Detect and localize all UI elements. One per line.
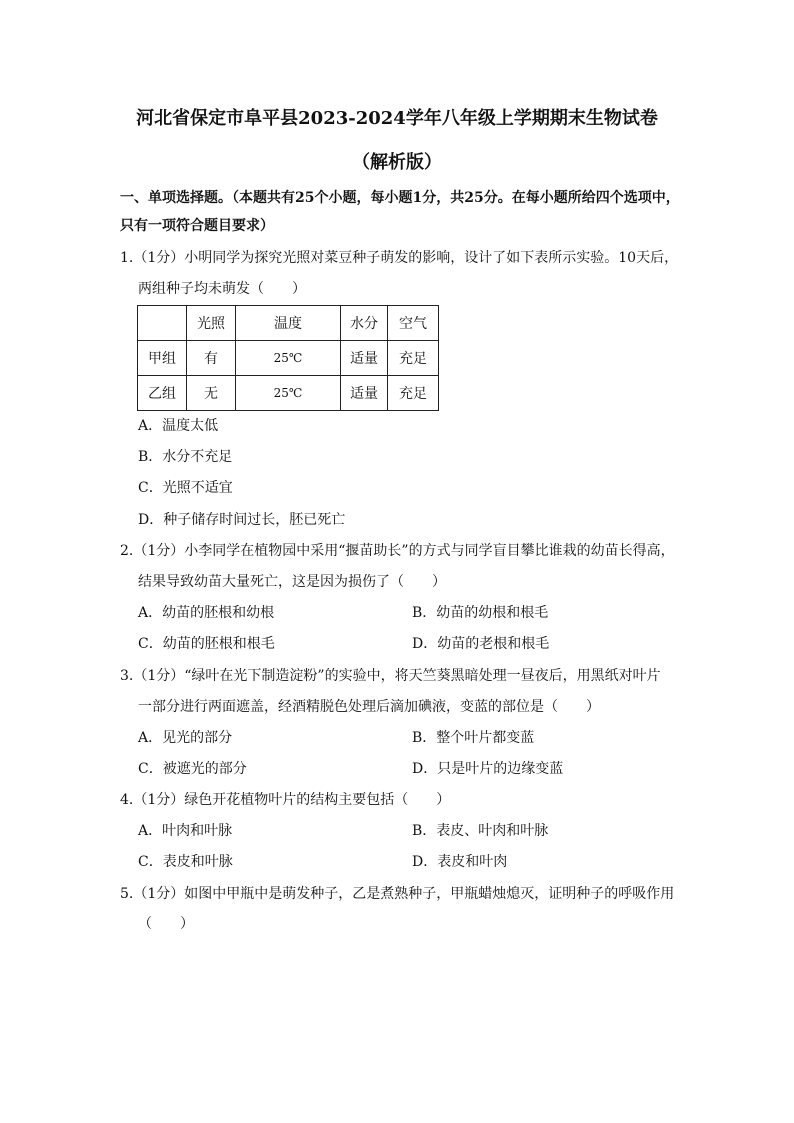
q2-option-b: B．幼苗的幼根和根毛 bbox=[412, 605, 549, 621]
q4-option-c: C．表皮和叶脉 bbox=[138, 854, 233, 870]
table-cell: 25℃ bbox=[236, 376, 341, 411]
q2-option-a: A．幼苗的胚根和幼根 bbox=[138, 605, 275, 621]
q3-option-a: A．见光的部分 bbox=[138, 730, 233, 746]
table-header-cell bbox=[138, 306, 187, 341]
q4-option-a: A．叶肉和叶脉 bbox=[138, 823, 233, 839]
q3-stem-line2: 一部分进行两面遮盖，经酒精脱色处理后滴加碘液，变蓝的部位是（ ） bbox=[138, 699, 600, 715]
q3-option-c: C．被遮光的部分 bbox=[138, 761, 247, 777]
q2-option-c: C．幼苗的胚根和根毛 bbox=[138, 636, 275, 652]
q1-option-a: A．温度太低 bbox=[138, 418, 219, 434]
table-cell: 甲组 bbox=[138, 341, 187, 376]
table-cell: 充足 bbox=[388, 341, 439, 376]
section-heading-line1: 一、单项选择题。（本题共有25个小题，每小题1分，共25分。在每小题所给四个选项中， bbox=[120, 190, 680, 206]
table-header-cell: 水分 bbox=[341, 306, 388, 341]
table-row bbox=[138, 341, 439, 376]
table-cell: 适量 bbox=[341, 341, 388, 376]
q2-option-d: D．幼苗的老根和根毛 bbox=[412, 636, 550, 652]
q1-experiment-table bbox=[137, 305, 439, 411]
table-cell: 有 bbox=[187, 341, 236, 376]
q4-option-b: B．表皮、叶肉和叶脉 bbox=[412, 823, 549, 839]
q5-stem-line1: 5.（1分）如图中甲瓶中是萌发种子，乙是煮熟种子，甲瓶蜡烛熄灭，证明种子的呼吸作用 bbox=[120, 886, 675, 902]
q1-stem-line1: 1.（1分）小明同学为探究光照对菜豆种子萌发的影响，设计了如下表所示实验。10天后， bbox=[120, 250, 679, 266]
table-header-row bbox=[138, 306, 439, 341]
q1-option-c: C．光照不适宜 bbox=[138, 480, 233, 496]
q1-option-d: D．种子储存时间过长，胚已死亡 bbox=[138, 512, 346, 528]
q4-stem-line1: 4.（1分）绿色开花植物叶片的结构主要包括（ ） bbox=[120, 792, 451, 808]
q3-option-b: B．整个叶片都变蓝 bbox=[412, 730, 535, 746]
q3-option-d: D．只是叶片的边缘变蓝 bbox=[412, 761, 564, 777]
q5-stem-line2: （ ） bbox=[138, 916, 194, 932]
section-heading-line2: 只有一项符合题目要求） bbox=[120, 218, 274, 234]
q2-stem-line2: 结果导致幼苗大量死亡，这是因为损伤了（ ） bbox=[138, 574, 446, 590]
table-header-cell: 温度 bbox=[236, 306, 341, 341]
document-title: 河北省保定市阜平县2023-2024学年八年级上学期期末生物试卷 bbox=[136, 108, 658, 129]
table-cell: 无 bbox=[187, 376, 236, 411]
q1-option-b: B．水分不充足 bbox=[138, 449, 233, 465]
q3-stem-line1: 3.（1分）“绿叶在光下制造淀粉”的实验中，将天竺葵黑暗处理一昼夜后，用黑纸对叶片 bbox=[120, 668, 661, 684]
q1-stem-line2: 两组种子均未萌发（ ） bbox=[138, 281, 306, 297]
table-cell: 适量 bbox=[341, 376, 388, 411]
table-cell: 乙组 bbox=[138, 376, 187, 411]
document-subtitle: （解析版） bbox=[352, 152, 442, 173]
table-row bbox=[138, 376, 439, 411]
q2-stem-line1: 2.（1分）小李同学在植物园中采用“揠苗助长”的方式与同学盲目攀比谁栽的幼苗长得高， bbox=[120, 543, 675, 559]
table-header-cell: 光照 bbox=[187, 306, 236, 341]
q4-option-d: D．表皮和叶肉 bbox=[412, 854, 508, 870]
table-cell: 充足 bbox=[388, 376, 439, 411]
table-header-cell: 空气 bbox=[388, 306, 439, 341]
table-cell: 25℃ bbox=[236, 341, 341, 376]
